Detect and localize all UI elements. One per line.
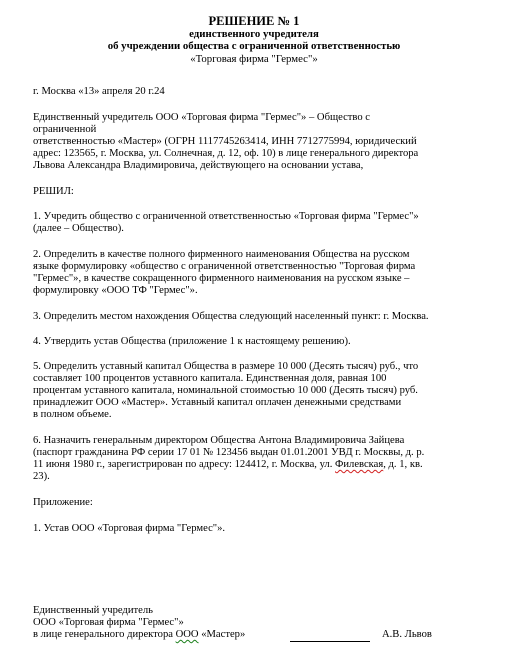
signature-text: в лице генерального директора (33, 629, 176, 640)
signature-line (33, 629, 245, 641)
signature-line: ООО «Торговая фирма "Гермес"» (33, 617, 184, 628)
title-subject: об учреждении общества с ограниченной ответственностью (107, 40, 401, 52)
grammar-flagged-word[interactable]: ООО (175, 629, 199, 640)
resolved-label: РЕШИЛ: (33, 186, 74, 197)
item-4-line: 4. Утвердить устав Общества (приложение 1 к настоящему решению). (33, 336, 351, 347)
intro-line: ограниченной (33, 124, 97, 135)
signature-blank-line (290, 641, 370, 642)
item-5-line: процентам уставного капитала, номинальной стоимостью 10 000 (Десять тысяч) руб. (33, 385, 418, 396)
intro-line: ответственностью «Мастер» (ОГРН 1117745263414, ИНН 7712775994, юридический (33, 136, 417, 147)
item-1-line: (далее – Общество). (33, 223, 124, 234)
item-6-text: , д. 1, кв. (383, 459, 423, 470)
appendix-label: Приложение: (33, 497, 93, 508)
item-2-line: формулировку «ООО ТФ "Гермес"». (33, 285, 198, 296)
item-5-line: составляет 100 процентов уставного капитала. Единственная доля, равная 100 (33, 373, 387, 384)
item-6-line: (паспорт гражданина РФ серии 17 01 № 123456 выдан 01.01.2001 УВД г. Москвы, д. р. (33, 447, 425, 458)
spellcheck-flagged-word[interactable]: Филевская (335, 459, 384, 470)
intro-line: Единственный учредитель ООО «Торговая фирма "Гермес"» – Общество с (33, 112, 371, 123)
signatory-name: А.В. Львов (382, 629, 432, 640)
place-date: г. Москва «13» апреля 20 г.24 (33, 86, 165, 97)
item-3-line: 3. Определить местом нахождения Общества следующий населенный пункт: г. Москва. (33, 311, 429, 322)
appendix-item: 1. Устав ООО «Торговая фирма "Гермес"». (33, 523, 226, 534)
intro-line: Львова Александра Владимировича, действующего на основании устава, (33, 160, 364, 171)
title-heading: РЕШЕНИЕ № 1 (208, 14, 300, 28)
signature-line: Единственный учредитель (33, 605, 153, 616)
item-2-line: языке формулировку «общество с ограниченной ответственностью "Торговая фирма (33, 261, 416, 272)
item-1-line: 1. Учредить общество с ограниченной ответственностью «Торговая фирма "Гермес"» (33, 211, 419, 222)
item-6-line (33, 459, 423, 471)
item-5-line: принадлежит ООО «Мастер». Уставный капитал оплачен денежными средствами (33, 397, 402, 408)
item-5-line: в полном объеме. (33, 409, 112, 420)
item-6-line: 23). (33, 471, 50, 482)
item-2-line: "Гермес"», в качестве сокращенного фирменного наименования на русском языке – (33, 273, 410, 284)
title-subheading: единственного учредителя (189, 28, 319, 40)
intro-line: адрес: 123565, г. Москва, ул. Солнечная, д. 12, оф. 10) в лице генерального директора (33, 148, 419, 159)
item-6-text: 11 июня 1980 г., зарегистрирован по адресу: 124412, г. Москва, ул. (33, 459, 336, 470)
signature-text: «Мастер» (198, 629, 246, 640)
item-5-line: 5. Определить уставный капитал Общества в размере 10 000 (Десять тысяч) руб., что (33, 361, 419, 372)
title-company-name: «Торговая фирма "Гермес"» (190, 53, 318, 65)
item-2-line: 2. Определить в качестве полного фирменного наименования Общества на русском (33, 249, 410, 260)
item-6-line: 6. Назначить генеральным директором Общества Антона Владимировича Зайцева (33, 435, 405, 446)
